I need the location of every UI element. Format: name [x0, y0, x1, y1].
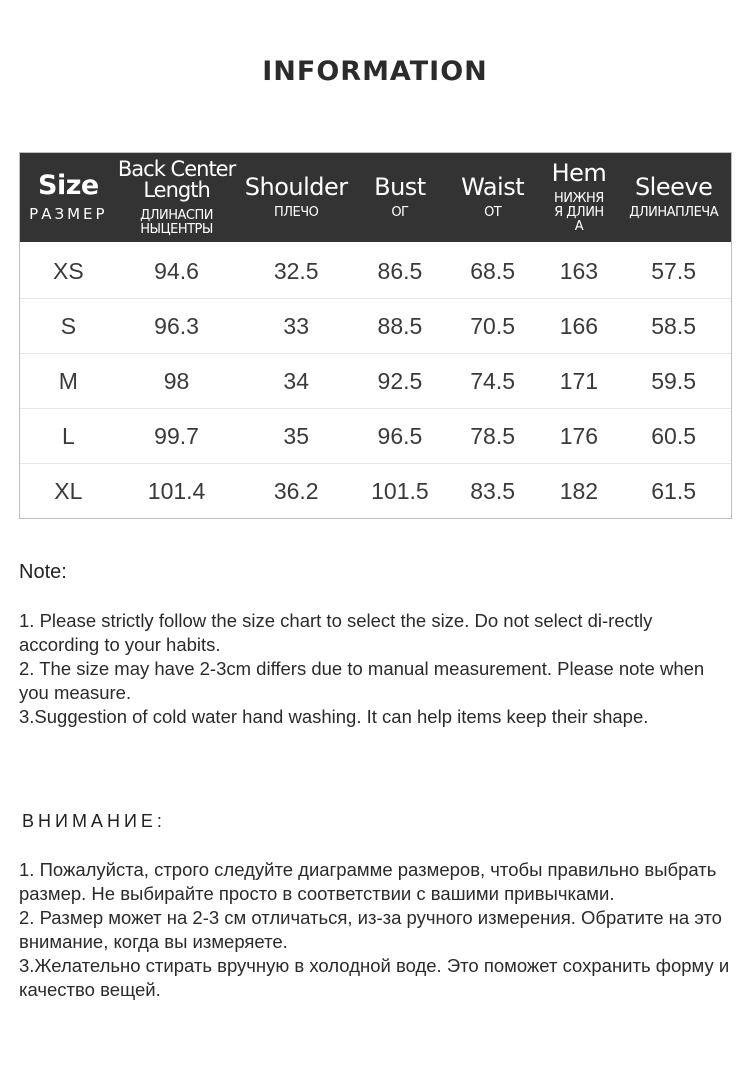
russian-note-list [19, 858, 734, 1002]
note-item: 3.Suggestion of cold water hand washing. It can help items keep their shape. [19, 706, 649, 727]
cell-sleeve: 59.5 [651, 367, 697, 394]
header-sleeve-ru: ДЛИНАПЛЕЧА [629, 204, 719, 220]
header-shoulder-en: Shoulder [244, 172, 348, 201]
cell-waist: 74.5 [470, 367, 516, 394]
header-size-en: Size [38, 169, 99, 201]
size-chart-table [19, 152, 732, 519]
header-sleeve-en: Sleeve [634, 172, 713, 201]
cell-back-center-length: 98 [163, 367, 190, 394]
cell-back-center-length: 101.4 [147, 477, 206, 504]
cell-bust: 86.5 [377, 257, 423, 284]
cell-size: XL [54, 477, 83, 504]
table-row [20, 244, 731, 298]
header-hem [542, 153, 617, 242]
cell-sleeve: 61.5 [651, 477, 697, 504]
cell-shoulder: 33 [283, 312, 310, 339]
header-hem-en: Hem [551, 158, 607, 187]
cell-sleeve: 57.5 [651, 257, 697, 284]
russian-note-item: 2. Размер может на 2-3 см отличаться, из-за ручного измерения. Обратите на это внимание, когда вы измеряете. [19, 907, 722, 952]
header-hem-ru: НИЖНЯЯ ДЛИНА [554, 190, 604, 234]
page-title: INFORMATION [262, 56, 488, 87]
cell-hem: 166 [559, 312, 599, 339]
header-size-ru: РАЗМЕР [29, 204, 108, 223]
cell-shoulder: 35 [283, 422, 310, 449]
header-shoulder-ru: ПЛЕЧО [274, 204, 319, 220]
table-row [20, 408, 731, 463]
header-back-center-length [117, 153, 237, 242]
russian-note-heading: ВНИМАНИЕ: [22, 811, 166, 831]
header-waist-en: Waist [461, 172, 525, 201]
cell-hem: 176 [559, 422, 599, 449]
header-back-center-length-ru: ДЛИНАСПИ НЫЦЕНТРЫ [140, 207, 214, 237]
header-bust-en: Bust [374, 172, 426, 201]
header-bust [356, 153, 444, 242]
header-bust-ru: ОГ [391, 204, 409, 220]
cell-bust: 88.5 [377, 312, 423, 339]
note-item: 2. The size may have 2-3cm differs due to manual measurement. Please note when you measure. [19, 658, 705, 703]
cell-shoulder: 32.5 [273, 257, 319, 284]
header-shoulder [236, 153, 356, 242]
header-waist [444, 153, 542, 242]
cell-size: S [60, 312, 77, 339]
table-row [20, 353, 731, 408]
russian-note-item: 3.Желательно стирать вручную в холодной воде. Это поможет сохранить форму и качество вещей. [19, 955, 730, 1000]
cell-waist: 83.5 [470, 477, 516, 504]
cell-back-center-length: 94.6 [154, 257, 199, 284]
cell-hem: 182 [559, 477, 599, 504]
table-body [20, 242, 731, 518]
cell-bust: 101.5 [371, 477, 429, 504]
cell-shoulder: 34 [283, 367, 310, 394]
table-header [20, 153, 731, 242]
header-waist-ru: ОТ [484, 204, 502, 220]
cell-back-center-length: 96.3 [154, 312, 199, 339]
russian-note-item: 1. Пожалуйста, строго следуйте диаграмме размеров, чтобы правильно выбрать размер. Не выбирайте просто в соответствии с вашими привычками. [19, 859, 717, 904]
cell-back-center-length: 99.7 [154, 422, 199, 449]
cell-hem: 163 [559, 257, 599, 284]
cell-size: XS [53, 257, 84, 284]
cell-waist: 70.5 [470, 312, 516, 339]
cell-waist: 78.5 [470, 422, 516, 449]
note-item: 1. Please strictly follow the size chart to select the size. Do not select di-rectly according to your habits. [19, 610, 653, 655]
cell-bust: 96.5 [377, 422, 423, 449]
header-back-center-length-en: Back Center Length [117, 156, 236, 202]
note-list [19, 609, 719, 729]
cell-waist: 68.5 [470, 257, 516, 284]
header-size [20, 153, 117, 242]
table-row [20, 463, 731, 518]
cell-hem: 171 [559, 367, 599, 394]
cell-bust: 92.5 [377, 367, 423, 394]
cell-shoulder: 36.2 [273, 477, 319, 504]
header-sleeve [616, 153, 731, 242]
cell-size: M [58, 367, 78, 394]
table-row [20, 298, 731, 353]
cell-sleeve: 58.5 [651, 312, 697, 339]
note-heading: Note: [19, 561, 67, 583]
cell-size: L [61, 422, 75, 449]
cell-sleeve: 60.5 [651, 422, 697, 449]
